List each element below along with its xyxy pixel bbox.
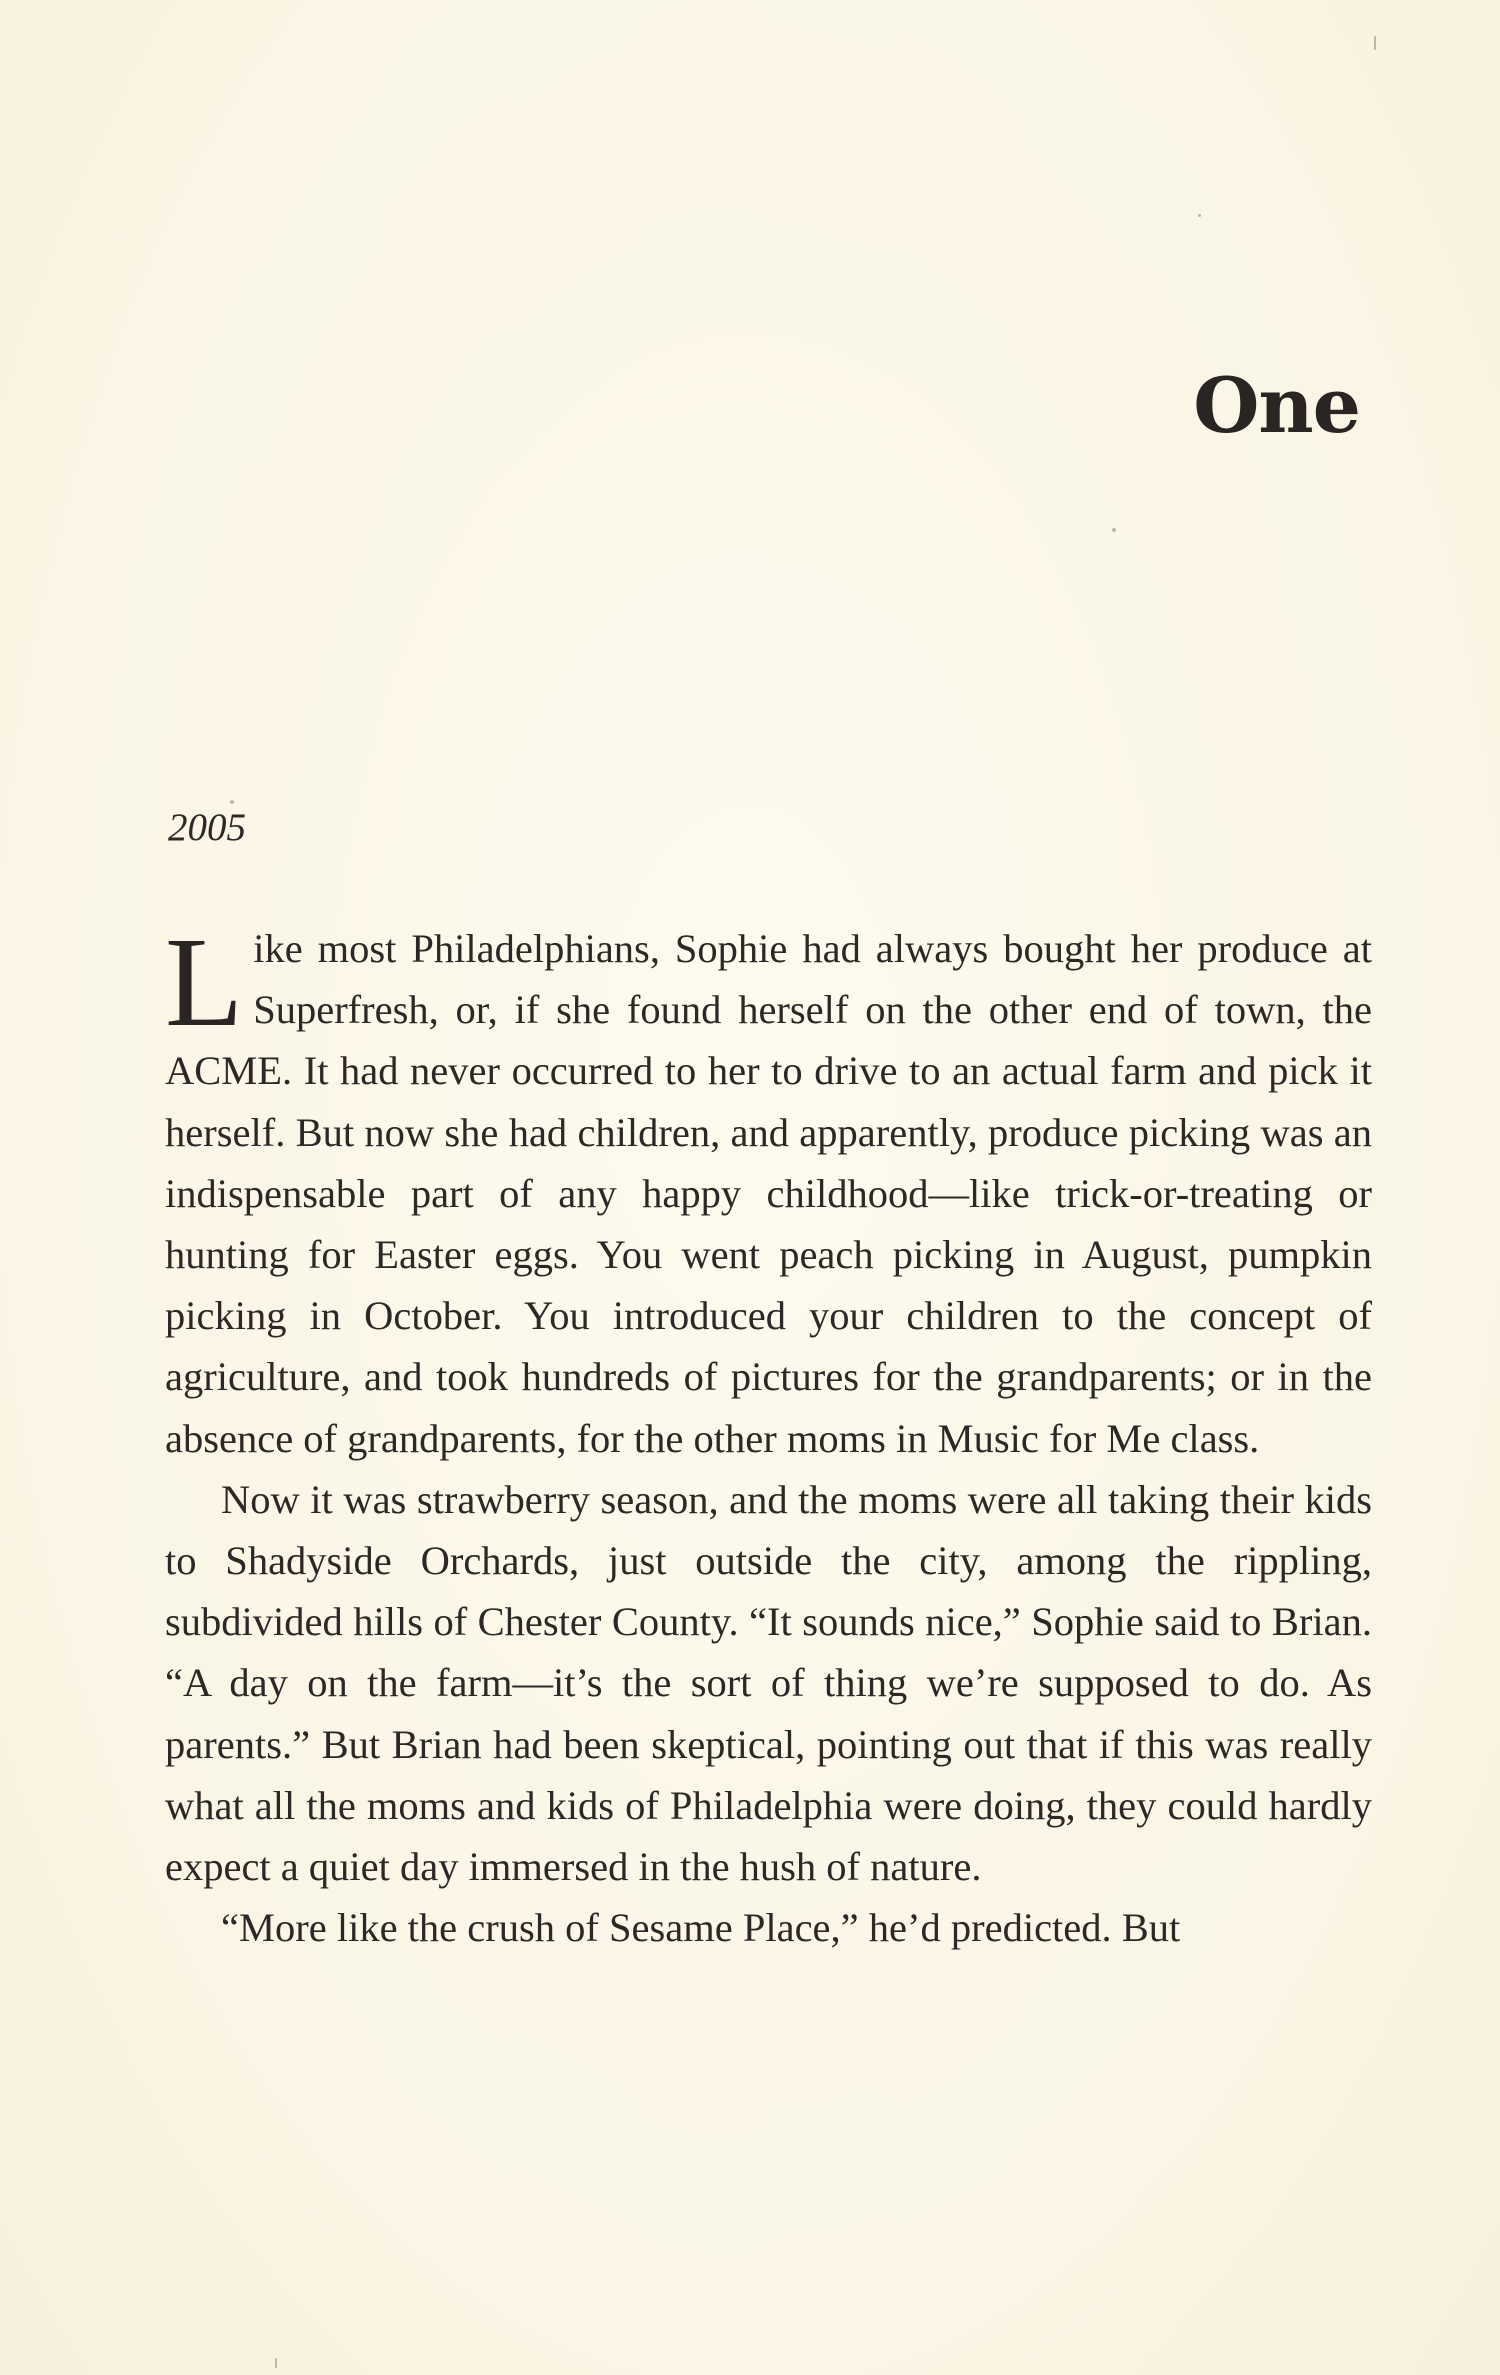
body-text — [165, 911, 1372, 1958]
chapter-title: One — [1193, 361, 1360, 450]
paragraph-1-text: ike most Philadelphians, Sophie had always bought her produce at Superfresh, or, if she found herself on the other end of town, the ACME. It had never occurred to her to drive to an actual farm and pick it herself. But now she had children, and apparently, produce picking was an indispensable part of any happy childhood—like trick-or-treating or hunting for Easter eggs. You went peach picking in August, pumpkin picking in October. You introduced your children to the concept of agriculture, and took hundreds of pictures for the grandparents; or in the absence of grandparents, for the other moms in Music for Me class. — [165, 926, 1372, 1461]
paper-speck — [230, 800, 234, 804]
section-year: 2005 — [168, 806, 246, 849]
paper-speck — [275, 2358, 277, 2368]
paper-speck — [1198, 214, 1201, 217]
paragraph-3: “More like the crush of Sesame Place,” he’d predicted. But — [221, 1905, 1181, 1951]
paper-speck — [1374, 36, 1376, 50]
paragraph-2: Now it was strawberry season, and the moms were all taking their kids to Shadyside Orchards, just outside the city, among the rippling, subdivided hills of Chester County. “It sounds nice,” Sophie said to Brian. “A day on the farm—it’s the sort of thing we’re supposed to do. As parents.” But Brian had been skeptical, pointing out that if this was really what all the moms and kids of Philadelphia were doing, they could hardly expect a quiet day immersed in the hush of nature. — [165, 1476, 1372, 1890]
paper-speck — [1112, 528, 1116, 532]
paragraph-1 — [165, 911, 1372, 1469]
drop-cap: L — [165, 911, 244, 1053]
